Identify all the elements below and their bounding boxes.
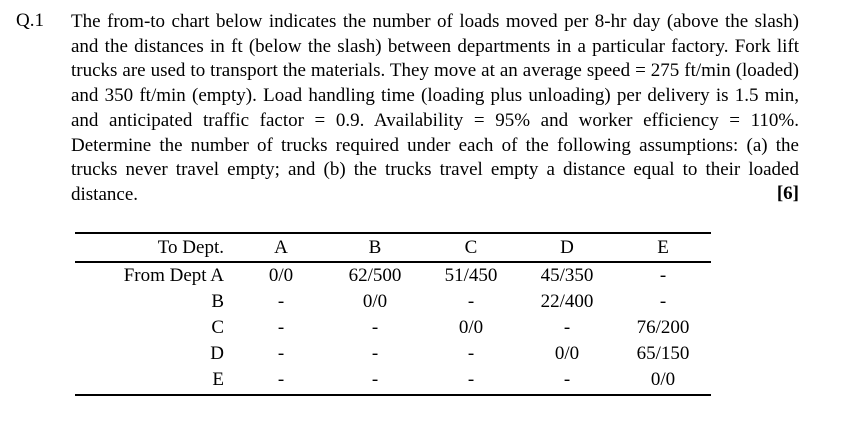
table-cell: 45/350	[540, 265, 594, 286]
table-row	[75, 289, 711, 314]
table-row	[75, 341, 711, 366]
column-header: C	[464, 237, 478, 258]
table-cell: -	[467, 343, 475, 364]
table-cell: 0/0	[268, 265, 294, 286]
table-cell: -	[563, 317, 571, 338]
row-label: E	[212, 369, 224, 390]
table-cell: 0/0	[650, 369, 676, 390]
column-header: A	[274, 237, 288, 258]
table-cell: 65/150	[636, 343, 690, 364]
table-cell: 0/0	[362, 291, 388, 312]
table-cell: -	[277, 317, 285, 338]
table-cell: -	[371, 369, 379, 390]
table-top-rule	[75, 232, 711, 234]
row-label: From Dept A	[123, 265, 224, 286]
table-cell: 76/200	[636, 317, 690, 338]
question-number: Q.1	[16, 10, 44, 31]
table-row	[75, 367, 711, 392]
table-cell: -	[659, 291, 667, 312]
column-header: D	[560, 237, 574, 258]
table-header-row	[75, 235, 711, 260]
table-cell: 62/500	[348, 265, 402, 286]
header-to-dept: To Dept.	[157, 237, 224, 258]
question-marks: [6]	[776, 183, 799, 204]
table-cell: -	[467, 291, 475, 312]
table-cell: -	[371, 317, 379, 338]
question-text: The from-to chart below indicates the number of loads moved per 8-hr day (above the slash) and the distances in ft (below the slash) between departments in a particular factory. Fork lift trucks are used to transport the materials. They move at an average speed = 275 ft/min (loaded) and 350 ft/min (empty). Load handling time (loading plus unloading) per delivery is 1.5 min, and anticipated traffic factor = 0.9. Availability = 95% and worker efficiency = 110%. Determine the number of trucks required under each of the following assumptions: (a) the trucks never travel empty; and (b) the trucks travel empty a distance equal to their loaded distance.	[71, 11, 799, 205]
table-cell: -	[277, 291, 285, 312]
row-label: C	[211, 317, 224, 338]
table-cell: -	[659, 265, 667, 286]
table-cell: -	[277, 343, 285, 364]
table-row	[75, 315, 711, 340]
row-label: D	[210, 343, 224, 364]
table-row	[75, 263, 711, 288]
table-bottom-rule	[75, 394, 711, 396]
table-cell: 0/0	[458, 317, 484, 338]
column-header: E	[657, 237, 669, 258]
column-header: B	[368, 237, 382, 258]
table-cell: 51/450	[444, 265, 498, 286]
table-cell: -	[371, 343, 379, 364]
table-cell: 22/400	[540, 291, 594, 312]
table-cell: 0/0	[554, 343, 580, 364]
table-cell: -	[563, 369, 571, 390]
row-label: B	[211, 291, 224, 312]
table-cell: -	[467, 369, 475, 390]
table-cell: -	[277, 369, 285, 390]
